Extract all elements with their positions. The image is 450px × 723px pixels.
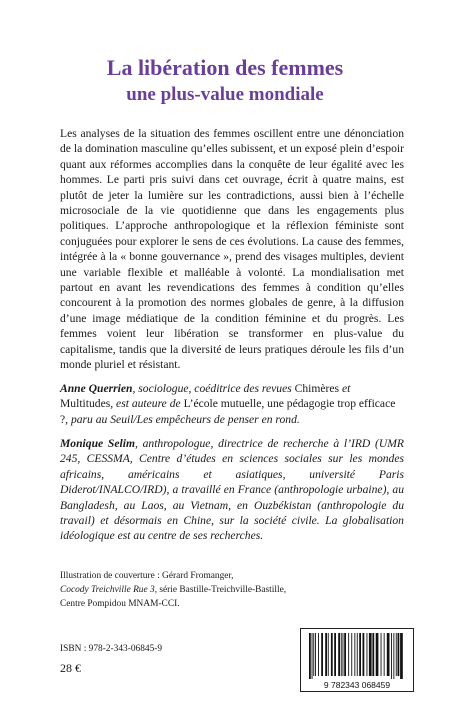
- barcode-bar: [393, 633, 394, 679]
- barcode-bar: [400, 633, 403, 679]
- author1-desc1: , sociologue, coéditrice des revues: [132, 382, 295, 395]
- barcode-bar: [357, 633, 358, 676]
- author1-name: Anne Querrien: [60, 382, 133, 395]
- barcode-graphic: [301, 629, 413, 691]
- barcode-bar: [372, 633, 374, 676]
- barcode-bar: [331, 633, 333, 676]
- author1-journal1: Chimères: [294, 382, 340, 395]
- barcode-digits: 9 782343 068459: [323, 680, 391, 690]
- barcode-bar: [315, 633, 316, 676]
- barcode-bar: [341, 633, 342, 676]
- barcode-bar: [391, 633, 392, 679]
- barcode-bar: [359, 633, 361, 676]
- barcode-bar: [334, 633, 336, 676]
- isbn-text: ISBN : 978-2-343-06845-9: [60, 644, 163, 654]
- author1-desc4: Les empêcheurs de penser en rond.: [136, 412, 300, 426]
- barcode-bar: [354, 633, 355, 676]
- barcode-bar: [343, 633, 344, 676]
- author2-desc: , anthropologue, directrice de recherche à l’IRD (UMR 245, CESSMA, Centre d’études en sciences sociales sur les mondes africains, américains et asiatiques, université Paris Diderot/INALCO/IRD), a travaillé en France (anthropologie urbaine), au Bangladesh, au Laos, au Vietnam, en Ouzbékistan (anthropologie du travail) et désormais en Chine, sur la société civile.: [60, 437, 404, 528]
- author1-and: et: [339, 382, 351, 395]
- price-text: 28 €: [60, 661, 81, 675]
- barcode-bar: [384, 633, 385, 676]
- author1-book1: L’école mutuelle, une pédagogie trop efficace ?: [60, 397, 396, 426]
- author2-bio: [60, 436, 404, 544]
- author1-desc3: , paru au Seuil/: [65, 412, 137, 426]
- author1-desc2: , est auteure de: [110, 397, 184, 411]
- barcode-bar: [328, 633, 329, 676]
- credits-line3: Centre Pompidou MNAM-CCI.: [60, 599, 180, 609]
- summary-text: Les analyses de la situation des femmes oscillent entre une dénonciation de la domination masculine qu’elles subissent, et un exposé plein d’espoir quant aux réformes accomplies dans la conquête de leur égalité avec les hommes. Le parti pris suivi dans cet ouvrage, écrit à quatre mains, est plutôt de jeter la lumière sur les contradictions, aussi bien à l’échelle microsociale de la vie quotidienne que dans les engagements plus politiques. L’approche anthropologique et la réflexion féministe sont conjuguées pour explorer le sens de ces évolutions. La cause des femmes, intégrée à la « bonne gouvernance », prend des visages multiples, devient une variable flexible et malléable à volonté. La mondialisation met partout en avant les revendications des femmes à condition qu’elles concourent à la promotion des normes globales de genre, à la diffusion d’une image médiatique de la condition féminine et du progrès. Les femmes voient leur libération se transformer en plus-value du capitalisme, tandis que la diversité de leurs pratiques déroule les fils d’un monde pluriel et résistant.: [60, 127, 404, 372]
- barcode-bar: [376, 633, 379, 676]
- barcode-bar: [338, 633, 340, 676]
- barcode-bar: [318, 633, 319, 676]
- author1-bio: [60, 381, 404, 427]
- barcode-bar: [348, 633, 349, 676]
- barcode-bar: [312, 633, 313, 679]
- barcode-bar: [369, 633, 372, 676]
- barcode-bar: [367, 633, 368, 676]
- barcode-bar: [398, 633, 400, 676]
- barcode-bar: [351, 633, 352, 676]
- author2-book: La globalisation idéologique est au centre de ses recherches.: [60, 514, 404, 543]
- barcode-bar: [321, 633, 323, 676]
- credits-artwork: Cocody Treichville Rue 3: [60, 585, 155, 595]
- barcode-bar: [396, 633, 397, 676]
- cover-credits: [60, 569, 360, 611]
- barcode-bar: [325, 633, 327, 676]
- barcode-bar: [313, 633, 314, 676]
- author2-name: Monique Selim: [60, 437, 135, 450]
- barcode-bar: [309, 633, 311, 679]
- credits-line1: Illustration de couverture : Gérard Fromanger,: [60, 571, 234, 581]
- author1-journal2: Multitudes: [60, 397, 111, 411]
- barcode-bar: [387, 633, 390, 676]
- barcode: [300, 628, 414, 692]
- barcode-bar: [381, 633, 382, 676]
- barcode-bar: [344, 633, 346, 676]
- book-title: La libération des femmes: [106, 55, 344, 80]
- credits-line2-rest: , série Bastille-Treichville-Bastille,: [154, 585, 287, 595]
- barcode-bar: [363, 633, 365, 676]
- book-subtitle: une plus-value mondiale: [126, 84, 324, 105]
- credits-line2: [60, 583, 360, 597]
